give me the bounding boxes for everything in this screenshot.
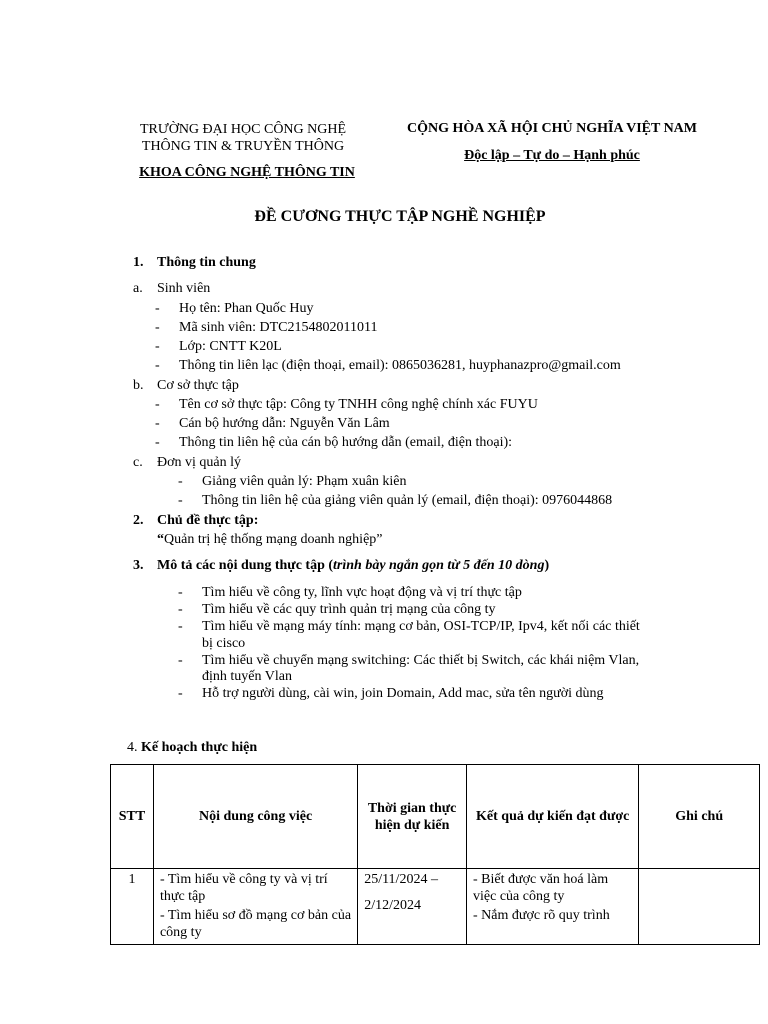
school-line-2: THÔNG TIN & TRUYỀN THÔNG — [141, 139, 345, 154]
section-1-number: 1. — [133, 255, 144, 270]
list-item: - Mã sinh viên: DTC2154802011011 — [155, 320, 378, 335]
section-2-heading: 2. Chủ đề thực tập: — [133, 513, 259, 528]
header-content: Nội dung công việc — [153, 765, 357, 869]
list-item: - Hỗ trợ người dùng, cài win, join Domain, Add mac, sửa tên người dùng — [178, 686, 604, 701]
plan-table — [110, 764, 760, 945]
section-4-heading: 4. Kế hoạch thực hiện — [127, 740, 258, 755]
list-item: - Tên cơ sở thực tập: Công ty TNHH công nghệ chính xác FUYU — [155, 397, 538, 412]
section-3-heading: 3. Mô tả các nội dung thực tập (trình bày ngắn gọn từ 5 đến 10 dòng) — [133, 558, 550, 573]
motto: Độc lập – Tự do – Hạnh phúc — [464, 148, 640, 163]
section-4-title: Kế hoạch thực hiện — [141, 740, 258, 755]
list-item: - Lớp: CNTT K20L — [155, 339, 282, 354]
section-1-heading — [133, 254, 256, 271]
country-name: CỘNG HÒA XÃ HỘI CHỦ NGHĨA VIỆT NAM — [406, 121, 697, 136]
header-time: Thời gian thực hiện dự kiến — [358, 765, 467, 869]
list-item-continued: bị cisco — [202, 636, 246, 651]
school-name — [118, 121, 368, 155]
cell-result: - Biết được văn hoá làm việc của công ty - Nắm được rõ quy trình — [467, 869, 639, 945]
list-item: - Giảng viên quản lý: Phạm xuân kiên — [178, 474, 407, 489]
subsection-a-title: Sinh viên — [157, 281, 211, 296]
table-row — [111, 869, 760, 945]
subsection-b-title: Cơ sở thực tập — [157, 378, 239, 393]
list-item: - Tìm hiểu về các quy trình quản trị mạng của công ty — [178, 602, 496, 617]
list-item: - Thông tin liên hệ của giảng viên quản lý (email, điện thoại): 0976044868 — [178, 493, 613, 508]
list-item-continued: định tuyến Vlan — [202, 669, 292, 684]
section-2-title: Chủ đề thực tập: — [157, 513, 259, 528]
cell-content: - Tìm hiểu về công ty và vị trí thực tập - Tìm hiểu sơ đồ mạng cơ bản của công ty — [153, 869, 357, 945]
list-item: - Tìm hiểu về công ty, lĩnh vực hoạt động và vị trí thực tập — [178, 585, 522, 600]
cell-stt: 1 — [111, 869, 154, 945]
table-header-row — [111, 765, 760, 869]
faculty-name: KHOA CÔNG NGHỆ THÔNG TIN — [139, 165, 355, 180]
header-note: Ghi chú — [639, 765, 760, 869]
subsection-a: a. Sinh viên — [133, 281, 211, 296]
page-title: ĐỀ CƯƠNG THỰC TẬP NGHỀ NGHIỆP — [254, 208, 546, 225]
header-result: Kết quả dự kiến đạt được — [467, 765, 639, 869]
topic-text: “Quản trị hệ thống mạng doanh nghiệp” — [157, 532, 383, 547]
subsection-c-title: Đơn vị quản lý — [157, 455, 242, 470]
section-1-title: Thông tin chung — [157, 255, 256, 270]
list-item: - Tìm hiểu về mạng máy tính: mạng cơ bản, OSI-TCP/IP, Ipv4, kết nối các thiết — [178, 619, 640, 634]
list-item: - Họ tên: Phan Quốc Huy — [155, 301, 314, 316]
subsection-b: b. Cơ sở thực tập — [133, 378, 239, 393]
school-line-1: TRƯỜNG ĐẠI HỌC CÔNG NGHỆ — [139, 122, 347, 137]
list-item: - Thông tin liên hệ của cán bộ hướng dẫn (email, điện thoại): — [155, 435, 513, 450]
cell-time: 25/11/2024 – 2/12/2024 — [358, 869, 467, 945]
list-item: - Tìm hiểu về chuyển mạng switching: Các thiết bị Switch, các khái niệm Vlan, — [178, 653, 640, 668]
cell-note — [639, 869, 760, 945]
list-item: - Thông tin liên lạc (điện thoại, email): 0865036281, huyphanazpro@gmail.com — [155, 358, 621, 373]
subsection-c: c. Đơn vị quản lý — [133, 455, 242, 470]
list-item: - Cán bộ hướng dẫn: Nguyễn Văn Lâm — [155, 416, 390, 431]
header-stt: STT — [111, 765, 154, 869]
